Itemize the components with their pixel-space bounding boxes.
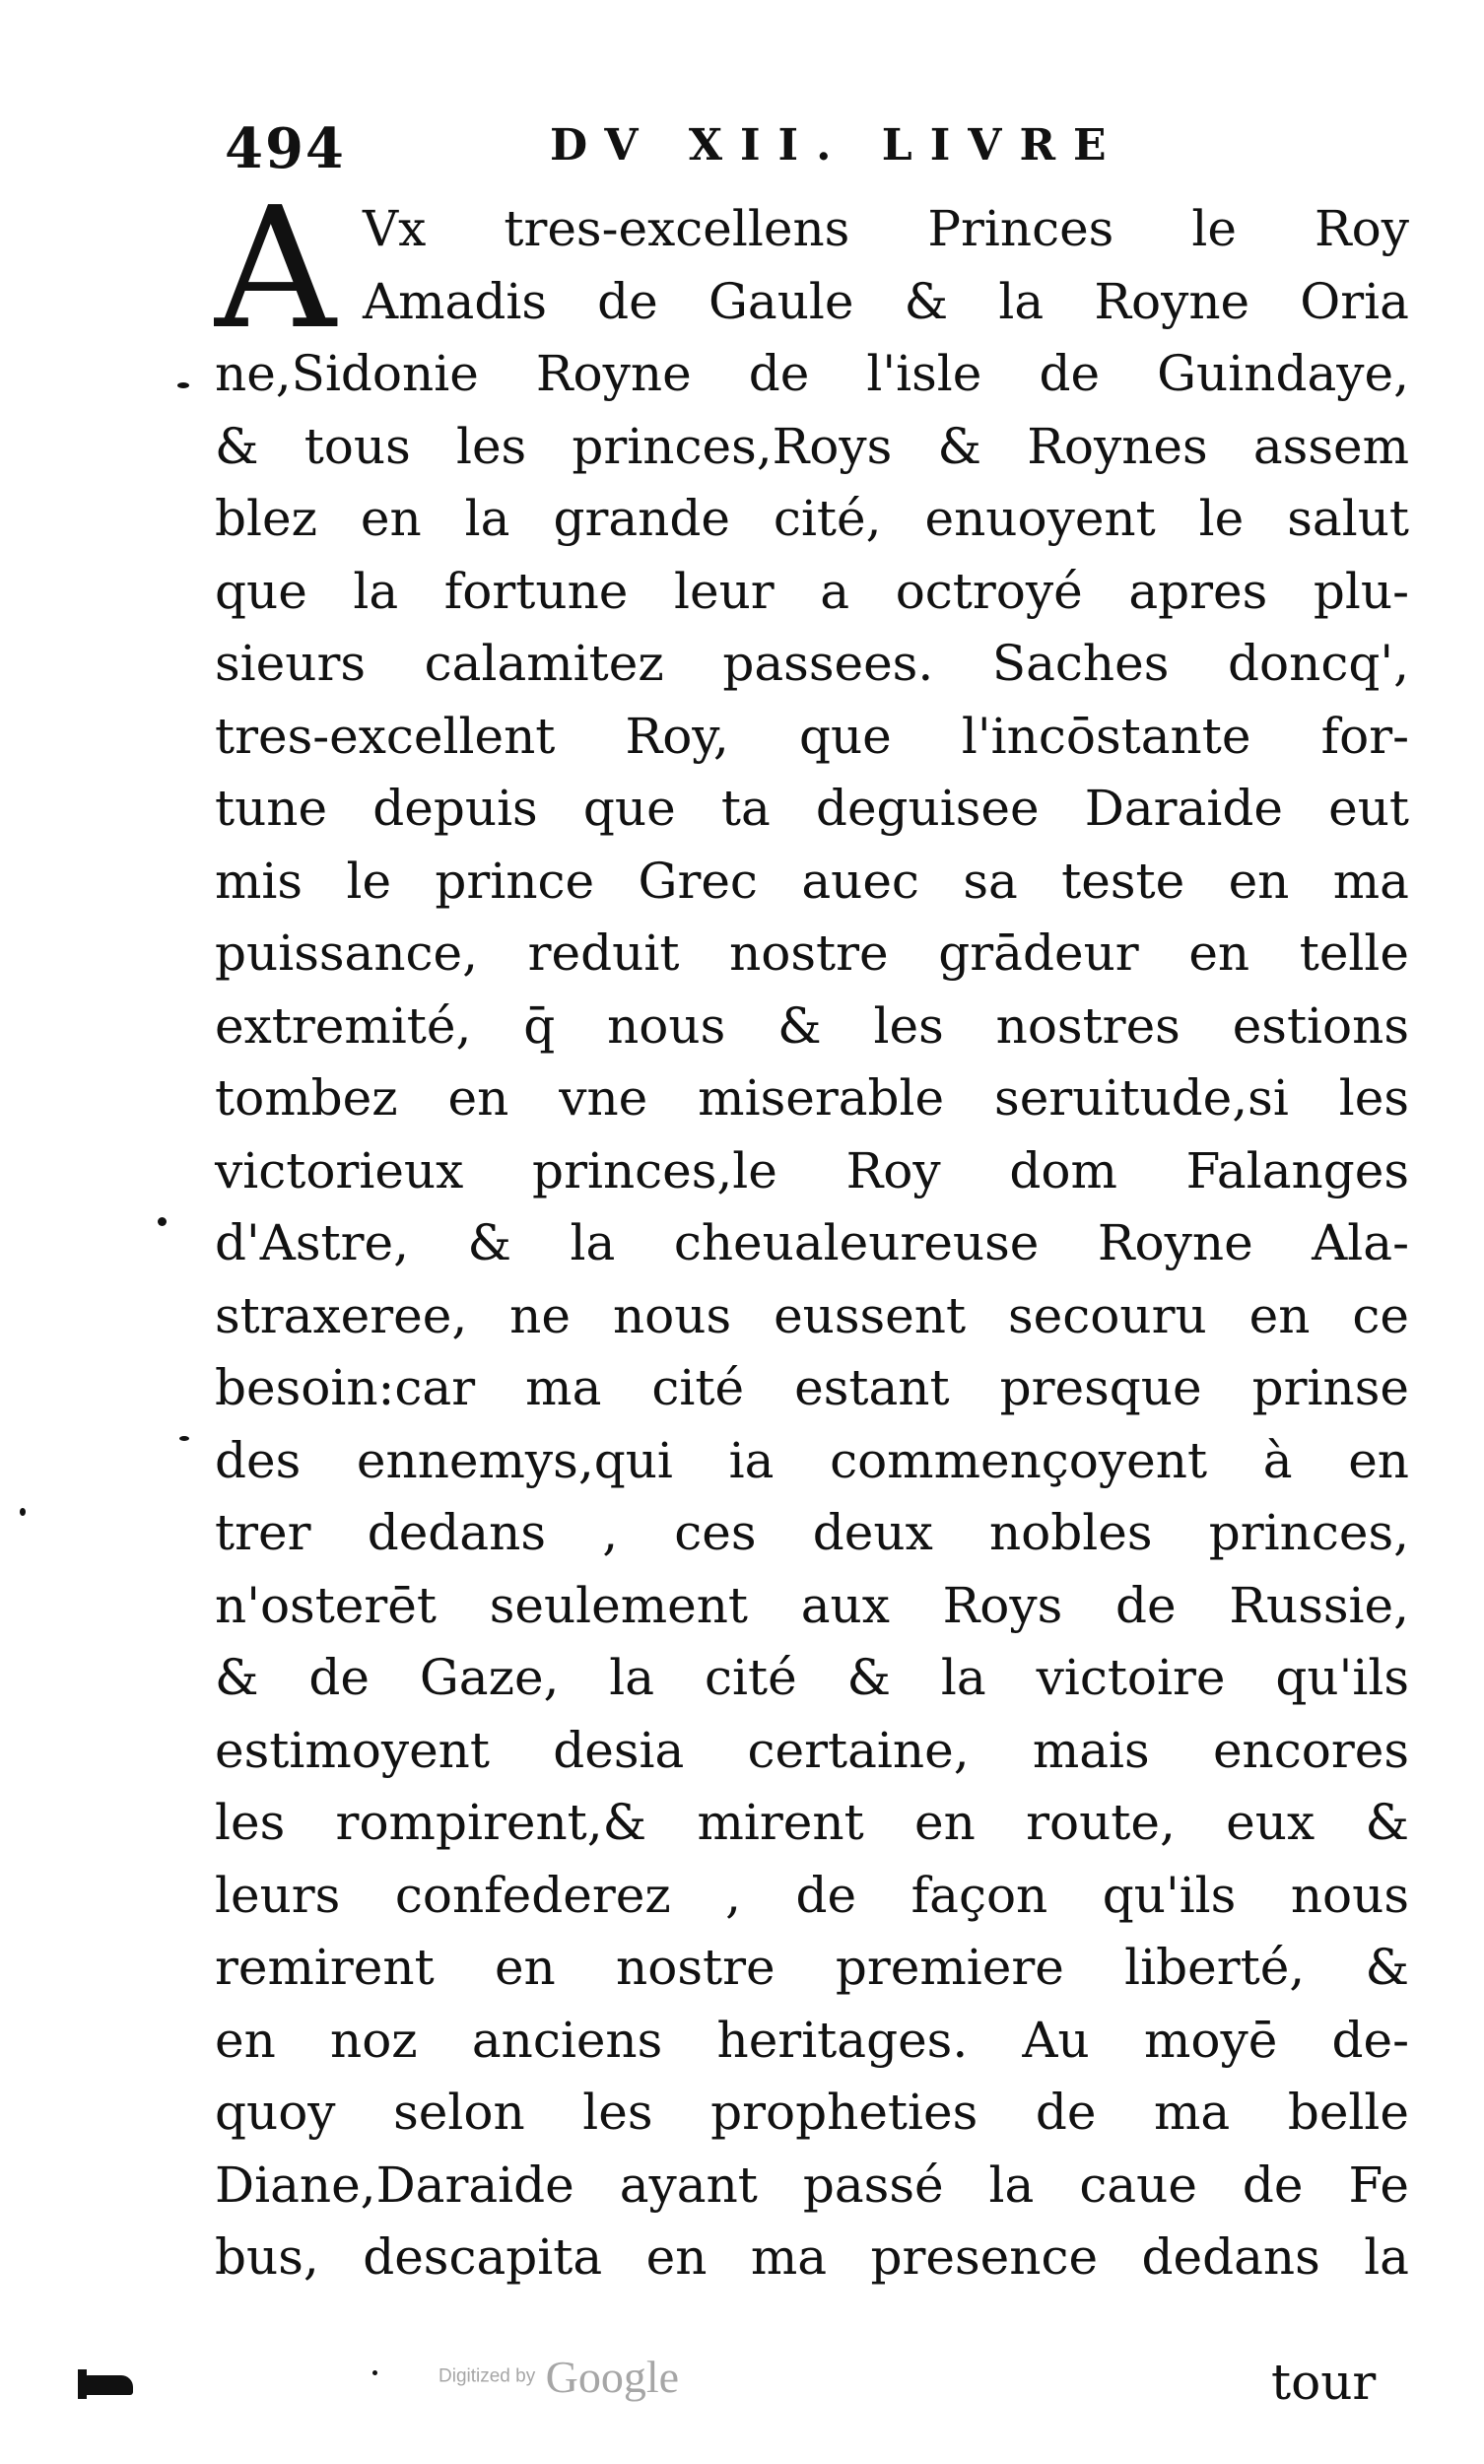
text-line: quoy selon les propheties de ma belle xyxy=(215,2084,1409,2141)
text-line: bus, descapita en ma presence dedans la xyxy=(215,2228,1409,2286)
ink-speck xyxy=(177,382,189,388)
ink-speck xyxy=(372,2370,377,2375)
text-line: estimoyent desia certaine, mais encores xyxy=(215,1721,1409,1779)
text-line: Vx tres-excellens Princes le Roy xyxy=(363,200,1409,257)
text-line: remirent en nostre premiere liberté, & xyxy=(215,1939,1409,1996)
text-line: straxeree, ne nous eussent secouru en ce xyxy=(215,1286,1409,1344)
digitized-watermark xyxy=(438,2351,679,2403)
ink-speck xyxy=(158,1217,167,1226)
text-line: que la fortune leur a octroyé apres plu- xyxy=(215,562,1409,620)
text-line: Amadis de Gaule & la Royne Oria xyxy=(363,272,1409,330)
page-header xyxy=(225,116,1387,185)
drop-cap-initial: A xyxy=(215,171,336,367)
text-line: extremité, q̄ nous & les nostres estions xyxy=(215,996,1409,1055)
watermark-brand: Google xyxy=(545,2352,680,2402)
ink-speck xyxy=(20,1508,26,1516)
text-line: victorieux princes,le Roy dom Falanges xyxy=(215,1141,1409,1199)
catchword: tour xyxy=(1271,2354,1377,2411)
text-line: Diane,Daraide ayant passé la caue de Fe xyxy=(215,2156,1409,2214)
text-line: tombez en vne miserable seruitude,si les xyxy=(215,1069,1409,1127)
text-line: leurs confederez , de façon qu'ils nous xyxy=(215,1866,1409,1924)
text-line: sieurs calamitez passees. Saches doncq', xyxy=(215,635,1409,692)
text-line: & de Gaze, la cité & la victoire qu'ils xyxy=(215,1649,1409,1706)
running-head: DV XII. LIVRE xyxy=(550,120,1124,171)
text-line: & tous les princes,Roys & Roynes assem xyxy=(215,417,1409,475)
text-line: en noz anciens heritages. Au moyē de- xyxy=(215,2011,1409,2069)
text-line: tune depuis que ta deguisee Daraide eut xyxy=(215,780,1409,837)
ink-blot-mark xyxy=(84,2375,133,2395)
text-line: blez en la grande cité, enuoyent le salut xyxy=(215,490,1409,547)
ink-speck xyxy=(179,1436,189,1441)
watermark-prefix: Digitized by xyxy=(438,2365,536,2387)
text-line: tres-excellent Roy, que l'incōstante for- xyxy=(215,707,1409,765)
text-line: des ennemys,qui ia commençoyent à en xyxy=(215,1431,1409,1489)
text-line: trer dedans , ces deux nobles princes, xyxy=(215,1504,1409,1561)
text-line: d'Astre, & la cheualeureuse Royne Ala- xyxy=(215,1214,1409,1271)
page-number: 494 xyxy=(225,116,346,181)
text-line: n'osterēt seulement aux Roys de Russie, xyxy=(215,1576,1409,1634)
body-text xyxy=(215,171,1409,2294)
text-line: puissance, reduit nostre grādeur en telle xyxy=(215,924,1409,982)
text-line: les rompirent,& mirent en route, eux & xyxy=(215,1794,1409,1851)
text-line: mis le prince Grec auec sa teste en ma xyxy=(215,852,1409,910)
text-line: besoin:car ma cité estant presque prinse xyxy=(215,1359,1409,1416)
text-line: ne,Sidonie Royne de l'isle de Guindaye, xyxy=(215,345,1409,402)
